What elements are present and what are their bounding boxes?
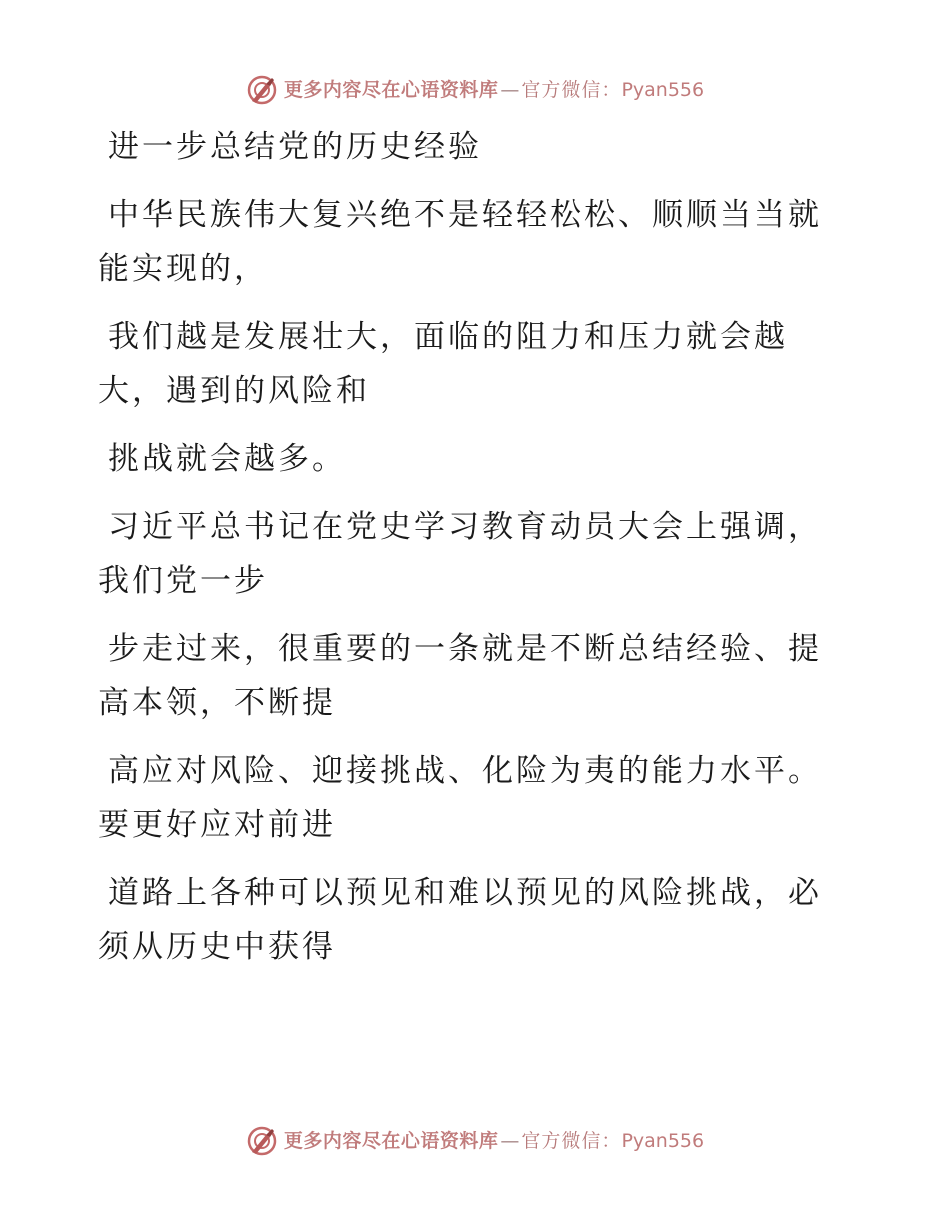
paragraph-line: 我们党一步 bbox=[98, 563, 268, 599]
watermark-wechat-id: Pyan556 bbox=[621, 1129, 705, 1152]
paragraph-line: 能实现的， bbox=[98, 251, 268, 287]
watermark-brand: 更多内容尽在心语资料库 bbox=[283, 78, 499, 101]
paragraph bbox=[98, 188, 838, 296]
header-watermark bbox=[0, 70, 950, 110]
paragraph bbox=[98, 310, 838, 418]
paragraph-line: 须从历史中获得 bbox=[98, 929, 336, 965]
paragraph-line: 步走过来，很重要的一条就是不断总结经验、提 bbox=[108, 631, 822, 667]
watermark-dash: — bbox=[500, 78, 520, 101]
title-text: 进一步总结党的历史经验 bbox=[108, 129, 482, 165]
document-title bbox=[98, 120, 838, 174]
paragraph-line: 我们越是发展壮大，面临的阻力和压力就会越 bbox=[108, 319, 788, 355]
watermark-dash: — bbox=[500, 1129, 520, 1152]
watermark-text bbox=[283, 78, 705, 101]
pen-circle-icon bbox=[246, 74, 278, 106]
document-body bbox=[98, 120, 838, 974]
paragraph-line: 高应对风险、迎接挑战、化险为夷的能力水平。 bbox=[108, 753, 822, 789]
paragraph-line: 大，遇到的风险和 bbox=[98, 373, 370, 409]
watermark-brand: 更多内容尽在心语资料库 bbox=[283, 1129, 499, 1152]
paragraph bbox=[98, 622, 838, 730]
paragraph-line: 中华民族伟大复兴绝不是轻轻松松、顺顺当当就 bbox=[108, 197, 822, 233]
paragraph-line: 道路上各种可以预见和难以预见的风险挑战，必 bbox=[108, 875, 822, 911]
watermark-wechat-label: 官方微信： bbox=[521, 78, 622, 101]
watermark-wechat-label: 官方微信： bbox=[521, 1129, 622, 1152]
paragraph bbox=[98, 744, 838, 852]
paragraph bbox=[98, 866, 838, 974]
watermark-text bbox=[283, 1129, 705, 1152]
pen-circle-icon bbox=[246, 1125, 278, 1157]
watermark-wechat-id: Pyan556 bbox=[621, 78, 705, 101]
paragraph bbox=[98, 432, 838, 486]
paragraph bbox=[98, 500, 838, 608]
paragraph-line: 要更好应对前进 bbox=[98, 807, 336, 843]
footer-watermark bbox=[0, 1121, 950, 1161]
paragraph-line: 习近平总书记在党史学习教育动员大会上强调， bbox=[108, 509, 822, 545]
paragraph-line: 挑战就会越多。 bbox=[108, 441, 346, 477]
paragraph-line: 高本领，不断提 bbox=[98, 685, 336, 721]
